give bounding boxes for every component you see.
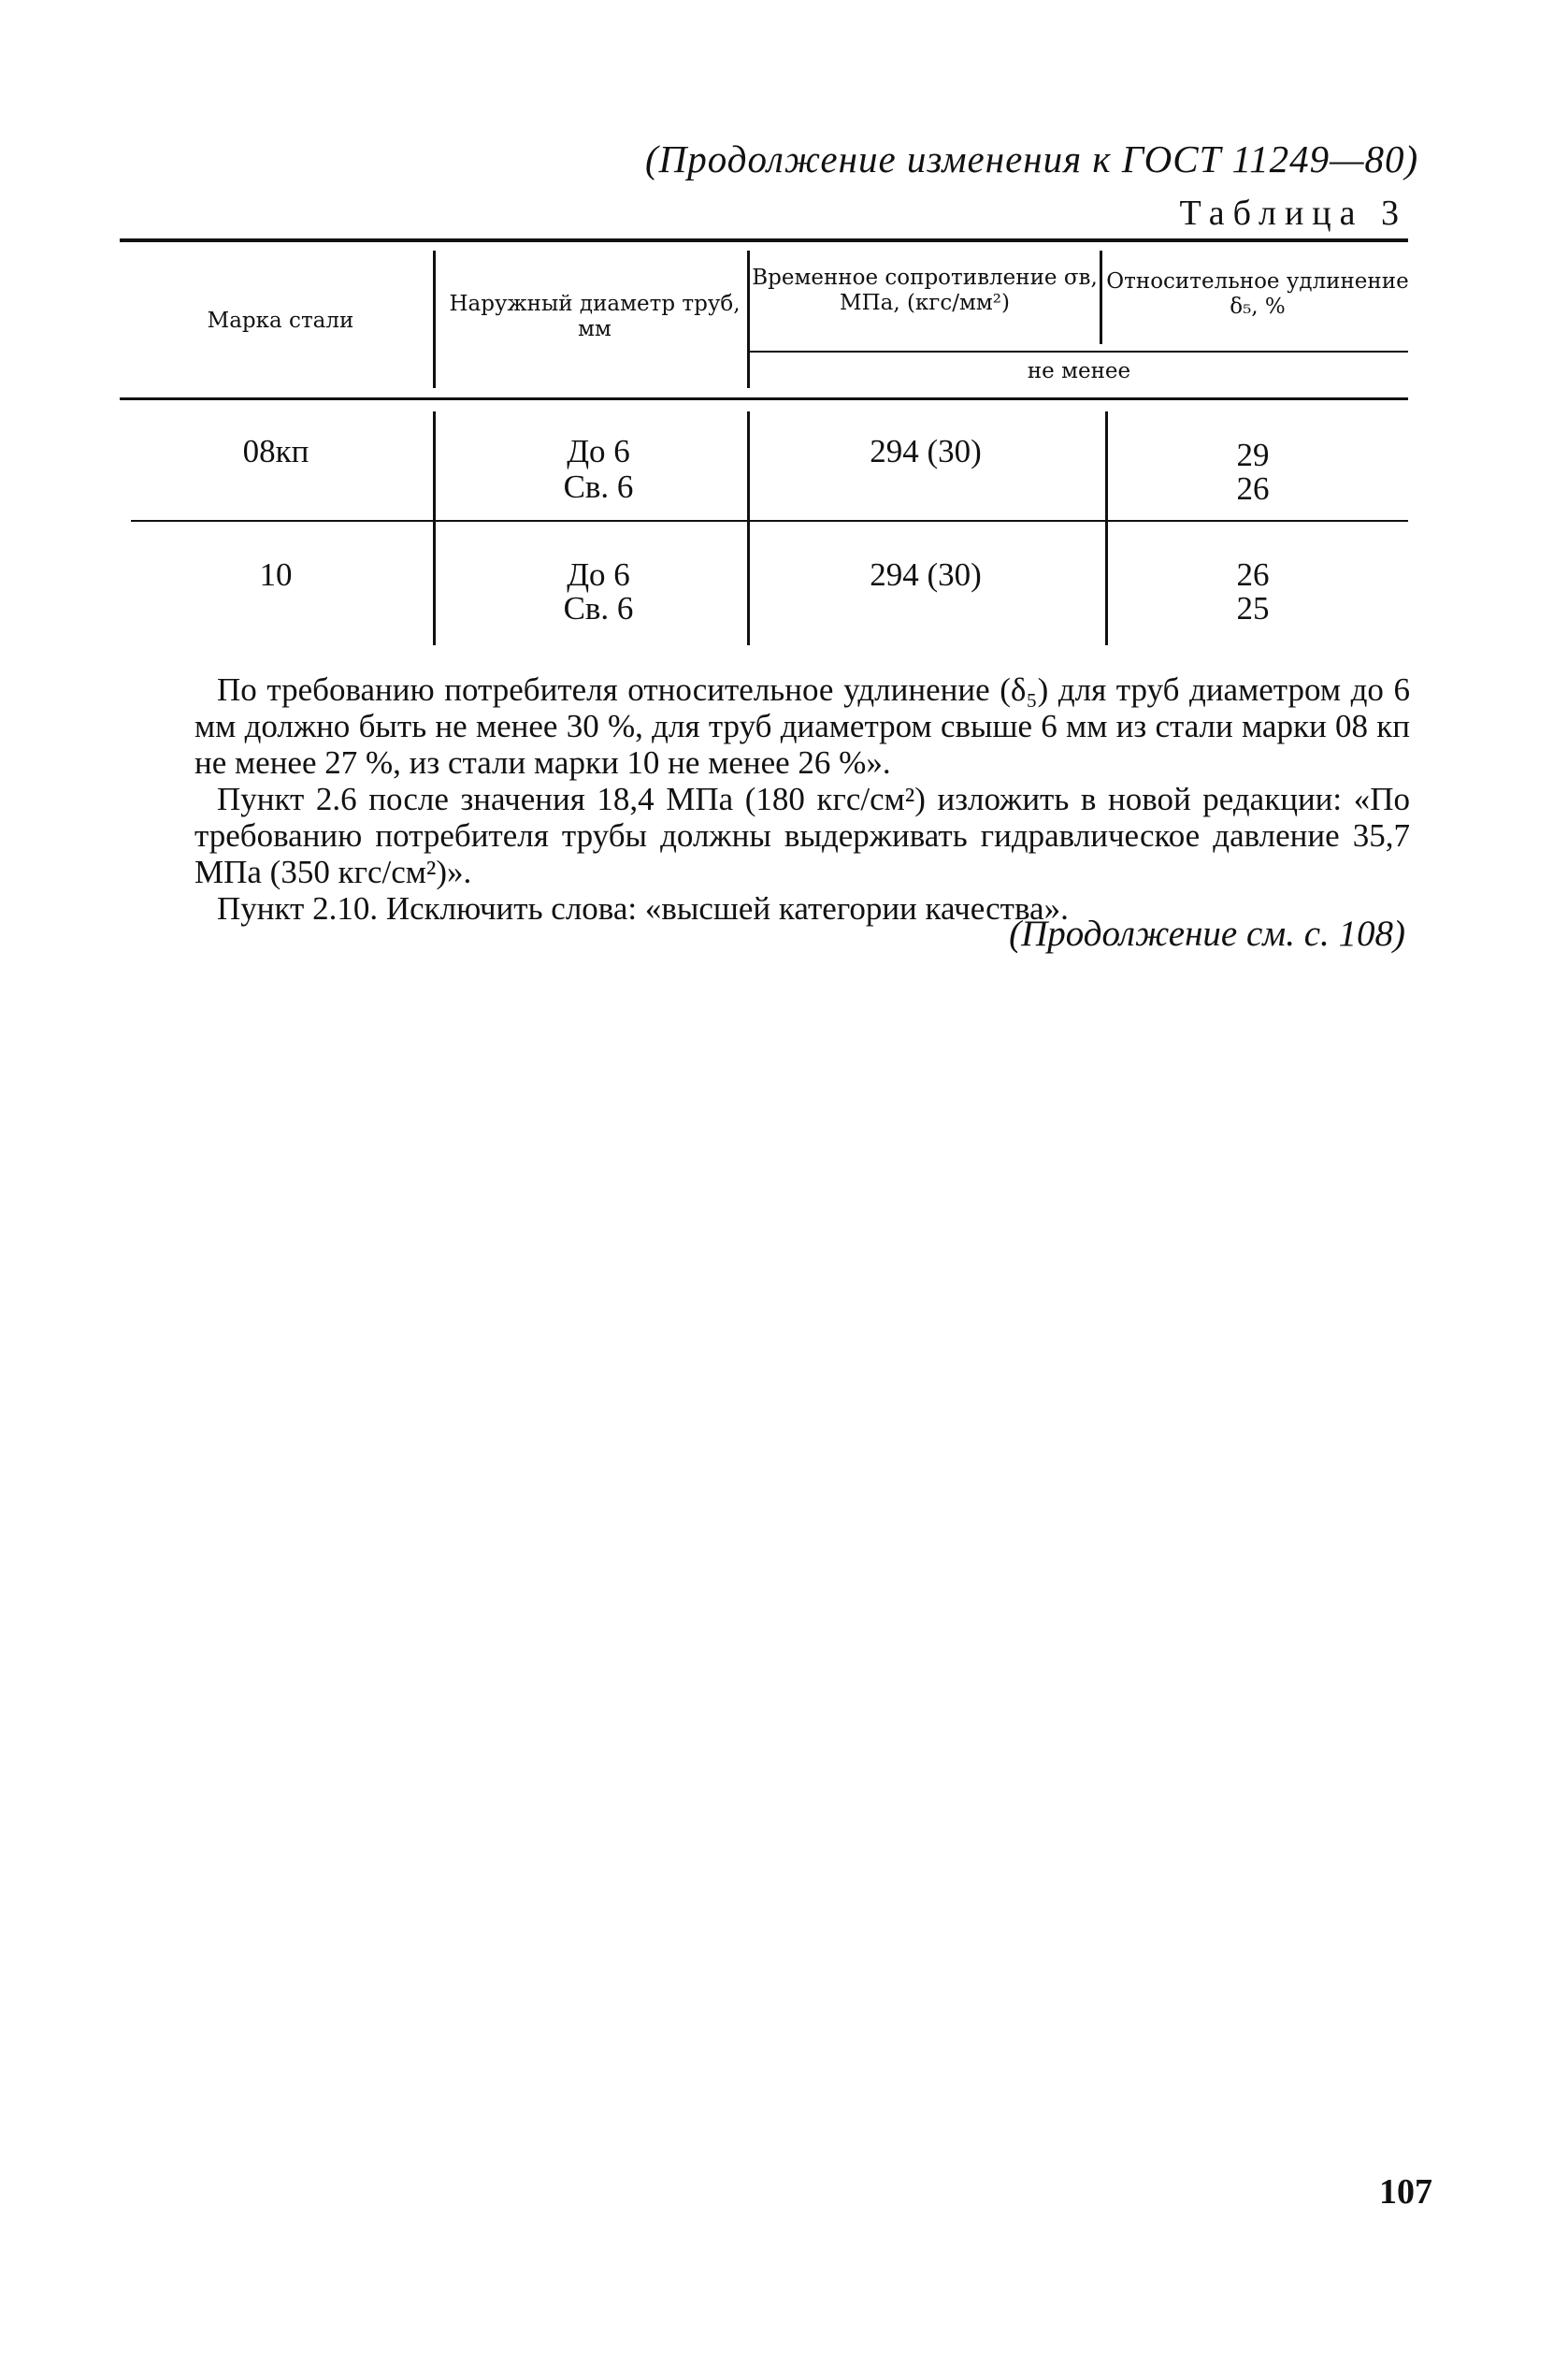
paragraph-clause-2-10: Пункт 2.10. Исключить слова: «высшей категории качества». <box>217 890 1069 927</box>
cell-strength: 294 (30) <box>870 556 982 593</box>
column-header-strength: Временное сопротивление σв, МПа, (кгс/мм²) <box>752 266 1098 315</box>
cell-diameter-1: До 6 <box>567 556 630 593</box>
subheader-rule <box>750 351 1408 353</box>
cell-diameter-2: Св. 6 <box>563 590 634 627</box>
page-number: 107 <box>1379 2172 1432 2212</box>
table-top-rule <box>120 238 1408 242</box>
header-divider <box>120 397 1408 400</box>
cell-diameter-2: Св. 6 <box>563 468 634 505</box>
column-header-grade: Марка стали <box>207 309 354 333</box>
column-line-1 <box>433 251 436 388</box>
cell-elongation-2: 26 <box>1236 470 1270 507</box>
cell-grade: 08кп <box>242 433 309 469</box>
page-title: (Продолжение изменения к ГОСТ 11249—80) <box>645 137 1419 180</box>
cell-elongation-1: 29 <box>1236 437 1270 473</box>
row-divider <box>131 520 1408 522</box>
column-header-diameter: Наружный диаметр труб, мм <box>449 292 741 341</box>
cell-elongation-2: 25 <box>1236 590 1270 627</box>
cell-grade: 10 <box>259 556 293 593</box>
column-subheader: не менее <box>1027 359 1131 383</box>
paragraph-elongation: По требованию потребителя относительное удлинение (δ₅) для труб диаметром до 6 мм должно быть не менее 30 %, для труб диаметром свыше 6 мм из стали марки 08 кп не менее 27 %, из стали марки 10 не менее 26 %». <box>194 671 1410 781</box>
column-line-1-body <box>433 411 436 645</box>
cell-elongation-1: 26 <box>1236 556 1270 593</box>
column-line-3-body <box>1105 411 1108 645</box>
column-header-elongation: Относительное удлинение δ₅, % <box>1106 269 1409 319</box>
body-text <box>194 671 1410 927</box>
column-line-3 <box>1100 251 1102 344</box>
table-label: Таблица 3 <box>1179 194 1407 233</box>
cell-strength: 294 (30) <box>870 433 982 469</box>
paragraph-clause-2-6: Пункт 2.6 после значения 18,4 МПа (180 кгс/см²) изложить в новой редакции: «По требованию потребителя трубы должны выдерживать гидравлическое давление 35,7 МПа (350 кгс/см²)». <box>194 781 1410 890</box>
column-line-2-body <box>747 411 750 645</box>
continuation-note: (Продолжение см. с. 108) <box>1009 914 1405 954</box>
cell-diameter-1: До 6 <box>567 433 630 469</box>
